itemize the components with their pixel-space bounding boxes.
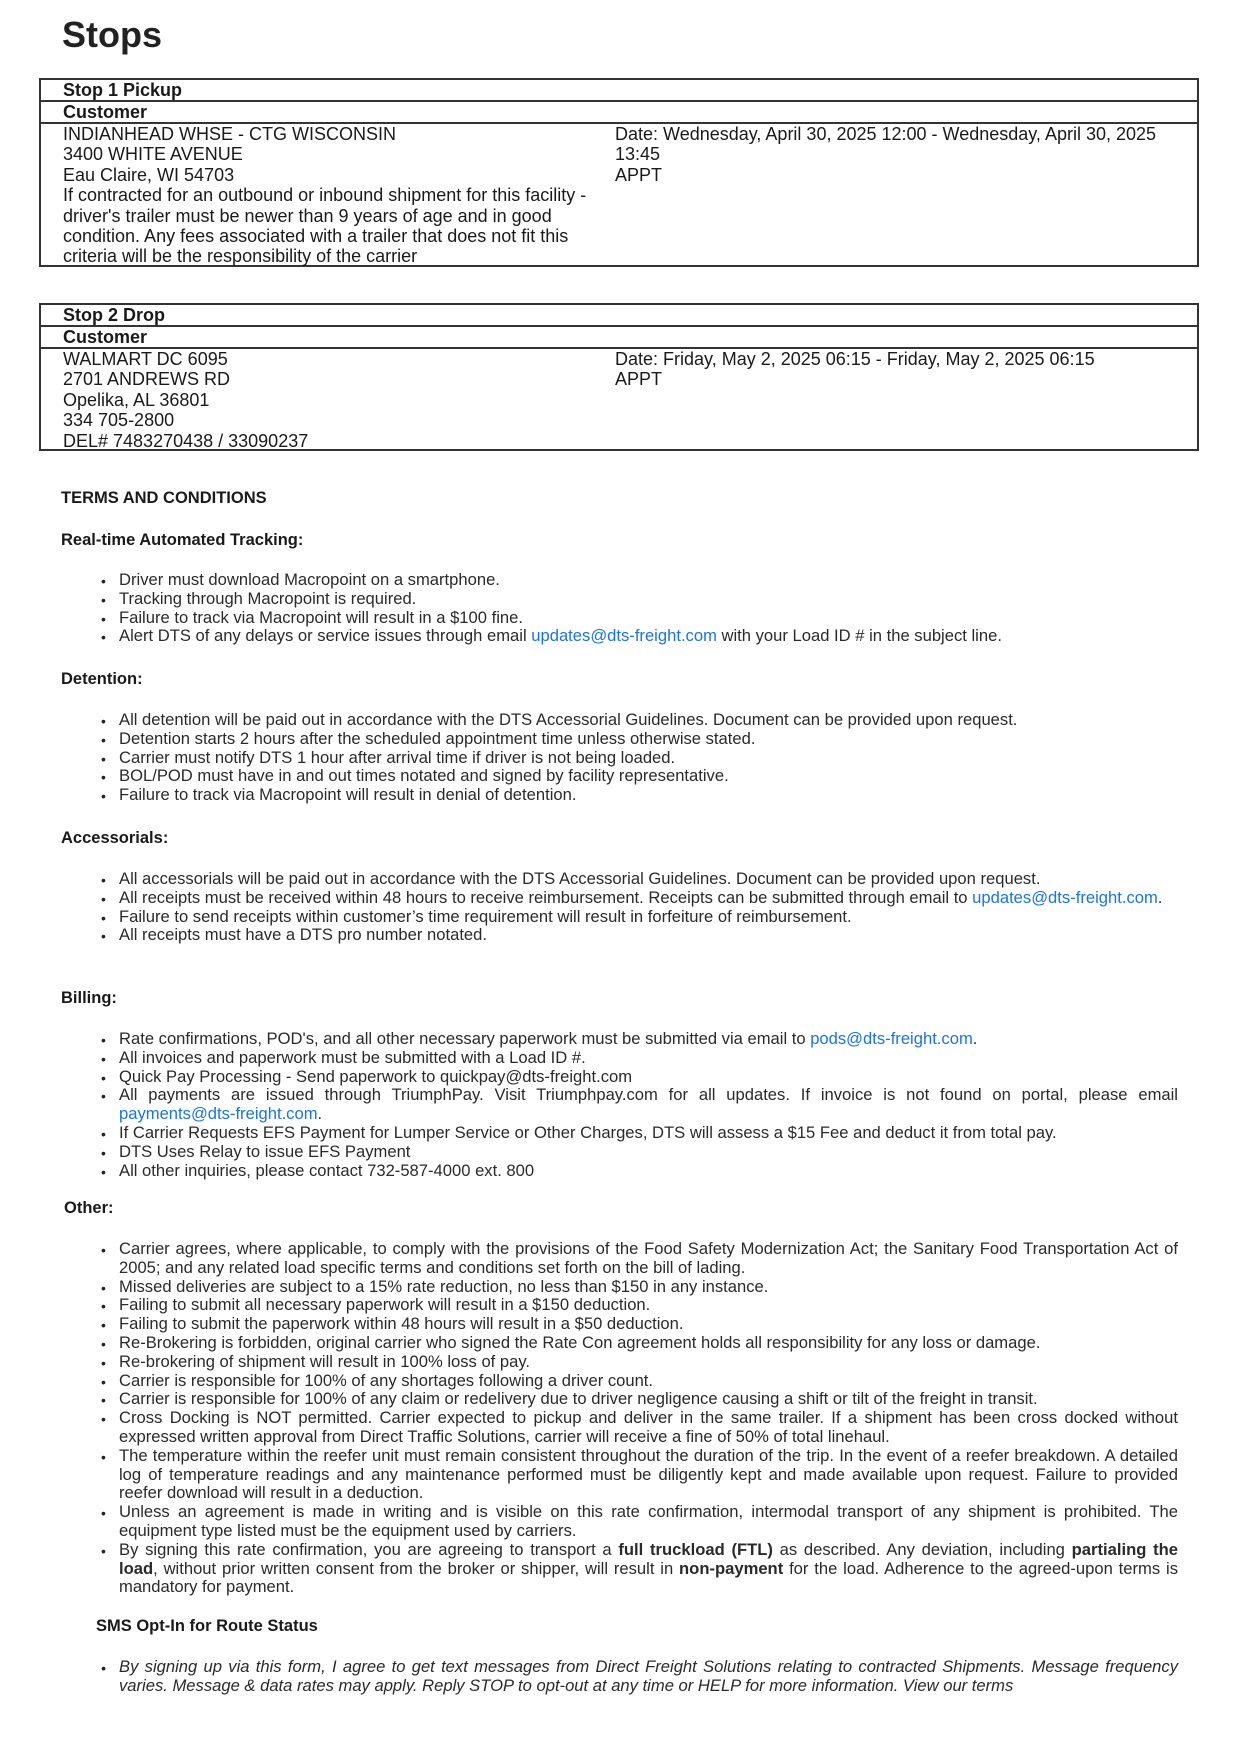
list-item: • DTS Uses Relay to issue EFS Payment [119, 1143, 1178, 1162]
ftl-text-3: as described. Any deviation, including [772, 1539, 1072, 1559]
receipts-email-link[interactable]: updates@dts-freight.com [972, 887, 1158, 907]
billing-list-block [61, 1030, 1178, 1180]
accessorials-heading: Accessorials: [61, 829, 169, 847]
sms-list [61, 1658, 1178, 1696]
stop-1-note: If contracted for an outbound or inbound shipment for this facility - driver's trailer must be newer than 9 years of age and in good condition. Any fees associated with a trailer that does not fit this criteria will be the responsibility of the carrier [63, 185, 587, 267]
list-item [119, 1541, 1178, 1597]
billing-section [61, 988, 1178, 1008]
list-item: • All receipts must have a DTS pro number notated. [119, 926, 1178, 945]
other-list [61, 1240, 1178, 1597]
list-item: • Carrier is responsible for 100% of any shortages following a driver count. [119, 1372, 1178, 1391]
stop-2-street: 2701 ANDREWS RD [63, 369, 231, 390]
receipts-text-post: . [1157, 887, 1163, 907]
other-heading: Other: [64, 1199, 114, 1217]
payments-text-post: . [317, 1104, 323, 1124]
list-item: • Failure to track via Macropoint will result in a $100 fine. [119, 609, 1178, 628]
tracking-heading: Real-time Automated Tracking: [61, 531, 304, 549]
list-item: • Detention starts 2 hours after the scheduled appointment time unless otherwise stated. [119, 730, 1178, 749]
stop-2-date: Date: Friday, May 2, 2025 06:15 - Friday, May 2, 2025 06:15 [615, 349, 1095, 369]
billing-text-post: . [972, 1029, 978, 1048]
billing-text-pre: Rate confirmations, POD's, and all other necessary paperwork must be submitted via email to [119, 1029, 811, 1048]
list-item: • By signing up via this form, I agree to get text messages from Direct Freight Solutions relating to contracted Shipments. Message frequency varies. Message & data rates may apply. Reply STOP to opt-out at any time or HELP for more information. View our terms [119, 1658, 1178, 1696]
ftl-text-7: for the load. Adherence to the agreed-upon terms is mandatory for payment. [119, 1558, 1178, 1597]
list-item: • Driver must download Macropoint on a smartphone. [119, 571, 1178, 590]
stop-1-city: Eau Claire, WI 54703 [63, 164, 235, 185]
ftl-text-5: , without prior written consent from the broker or shipper, will result in [153, 1558, 680, 1578]
list-item: • All detention will be paid out in accordance with the DTS Accessorial Guidelines. Document can be provided upon request. [119, 711, 1178, 730]
alert-text-post: with your Load ID # in the subject line. [716, 626, 1002, 646]
ftl-text-1: By signing this rate confirmation, you are agreeing to transport a [119, 1539, 619, 1559]
stop-1-box [39, 78, 1199, 267]
sms-heading: SMS Opt-In for Route Status [96, 1617, 318, 1635]
page-title-text: Stops [62, 18, 163, 55]
stop-2-heading: Stop 2 Drop [41, 305, 1197, 327]
billing-list [61, 1030, 1178, 1180]
list-item: • Cross Docking is NOT permitted. Carrier expected to pickup and deliver in the same trailer. If a shipment has been cross docked without expressed written approval from Direct Traffic Solutions, carrier will receive a fine of 50% of total linehaul. [119, 1409, 1178, 1447]
list-item: • Carrier must notify DTS 1 hour after arrival time if driver is not being loaded. [119, 749, 1178, 768]
billing-heading: Billing: [61, 989, 117, 1007]
list-item: • Failure to track via Macropoint will result in denial of detention. [119, 786, 1178, 805]
accessorials-list-block [61, 870, 1178, 945]
list-item: • The temperature within the reefer unit must remain consistent throughout the duration of the trip. In the event of a reefer breakdown. A detailed log of temperature readings and any maintenance performed must be diligently kept and made available upon request. Failure to provided reefer download will result in a deduction. [119, 1447, 1178, 1503]
detention-section [61, 669, 1178, 689]
stop-1-body [41, 124, 1197, 267]
stop-1-facility-name: INDIANHEAD WHSE - CTG WISCONSIN [63, 124, 397, 144]
list-item: • Tracking through Macropoint is required. [119, 590, 1178, 609]
list-item: • Quick Pay Processing - Send paperwork to quickpay@dts-freight.com [119, 1068, 1178, 1087]
terms-heading: TERMS AND CONDITIONS [61, 489, 267, 507]
terms-heading-block [61, 488, 1178, 508]
stop-2-address-column [41, 349, 595, 451]
stop-1-heading: Stop 1 Pickup [41, 80, 1197, 102]
alert-text-pre: Alert DTS of any delays or service issues through email [119, 626, 532, 646]
list-item [119, 1086, 1178, 1124]
list-item: • Failing to submit the paperwork within 48 hours will result in a $50 deduction. [119, 1315, 1178, 1334]
stop-1-date: Date: Wednesday, April 30, 2025 12:00 - Wednesday, April 30, 2025 13:45 [615, 124, 1157, 165]
sms-list-block [61, 1658, 1178, 1696]
list-item: • All other inquiries, please contact 732-587-4000 ext. 800 [119, 1162, 1178, 1181]
list-item: • Failure to send receipts within customer’s time requirement will result in forfeiture of reimbursement. [119, 908, 1178, 927]
detention-list [61, 711, 1178, 805]
other-list-block [61, 1240, 1178, 1597]
list-item: • Re-Brokering is forbidden, original carrier who signed the Rate Con agreement holds all responsibility for any loss or damage. [119, 1334, 1178, 1353]
stop-2-city: Opelika, AL 36801 [63, 389, 210, 410]
list-item: • Failing to submit all necessary paperwork will result in a $150 deduction. [119, 1296, 1178, 1315]
detention-list-block [61, 711, 1178, 805]
list-item: • Carrier is responsible for 100% of any claim or redelivery due to driver negligence causing a shift or tilt of the freight in transit. [119, 1390, 1178, 1409]
list-item: • If Carrier Requests EFS Payment for Lumper Service or Other Charges, DTS will assess a $15 Fee and deduct it from total pay. [119, 1124, 1178, 1143]
stop-2-date-column [595, 349, 1197, 451]
stop-1-street: 3400 WHITE AVENUE [63, 144, 243, 165]
tracking-section [61, 530, 1178, 550]
list-item: • Carrier agrees, where applicable, to comply with the provisions of the Food Safety Modernization Act; the Sanitary Food Transportation Act of 2005; and any related load specific terms and conditions set forth on the bill of lading. [119, 1240, 1178, 1278]
stop-2-appt: APPT [615, 369, 663, 390]
ftl-text-4: partialing the load [119, 1539, 1178, 1578]
stop-2-delivery-number: DEL# 7483270438 / 33090237 [63, 430, 309, 451]
stop-1-date-column [595, 124, 1197, 267]
sms-section [96, 1616, 1178, 1636]
other-section [64, 1198, 1178, 1218]
list-item: • BOL/POD must have in and out times notated and signed by facility representative. [119, 767, 1178, 786]
updates-email-link[interactable]: updates@dts-freight.com [531, 626, 717, 646]
pods-email-link[interactable]: pods@dts-freight.com [810, 1029, 973, 1048]
accessorials-section [61, 828, 1178, 848]
receipts-text-pre: All receipts must be received within 48 hours to receive reimbursement. Receipts can be submitted through email to [119, 887, 973, 907]
list-item: • All invoices and paperwork must be submitted with a Load ID #. [119, 1049, 1178, 1068]
tracking-list-block [61, 571, 1178, 646]
stop-2-customer-label: Customer [41, 327, 1197, 349]
list-item: • All accessorials will be paid out in accordance with the DTS Accessorial Guidelines. Document can be provided upon request. [119, 870, 1178, 889]
tracking-list [61, 571, 1178, 646]
stop-1-address-column [41, 124, 595, 267]
detention-heading: Detention: [61, 670, 143, 688]
list-item: • Unless an agreement is made in writing and is visible on this rate confirmation, intermodal transport of any shipment is prohibited. The equipment type listed must be the equipment used by carriers. [119, 1503, 1178, 1541]
stop-2-phone: 334 705-2800 [63, 410, 175, 431]
stop-1-customer-label: Customer [41, 102, 1197, 124]
list-item [119, 1030, 1178, 1049]
list-item [119, 627, 1178, 646]
list-item: • Missed deliveries are subject to a 15% rate reduction, no less than $150 in any instance. [119, 1278, 1178, 1297]
accessorials-list [61, 870, 1178, 945]
stop-1-appt: APPT [615, 164, 663, 185]
page-title [62, 18, 162, 58]
ftl-text-6: non-payment [679, 1558, 784, 1578]
stop-2-box [39, 303, 1199, 451]
ftl-text-2: full truckload (FTL) [618, 1539, 773, 1559]
list-item: • Re-brokering of shipment will result in 100% loss of pay. [119, 1353, 1178, 1372]
stop-2-facility-name: WALMART DC 6095 [63, 349, 228, 369]
list-item [119, 889, 1178, 908]
payments-email-link[interactable]: payments@dts-freight.com [119, 1104, 318, 1124]
stop-2-body [41, 349, 1197, 451]
payments-text-pre: All payments are issued through TriumphPay. Visit Triumphpay.com for all updates. If invoice is not found on portal, please email [119, 1085, 1178, 1105]
